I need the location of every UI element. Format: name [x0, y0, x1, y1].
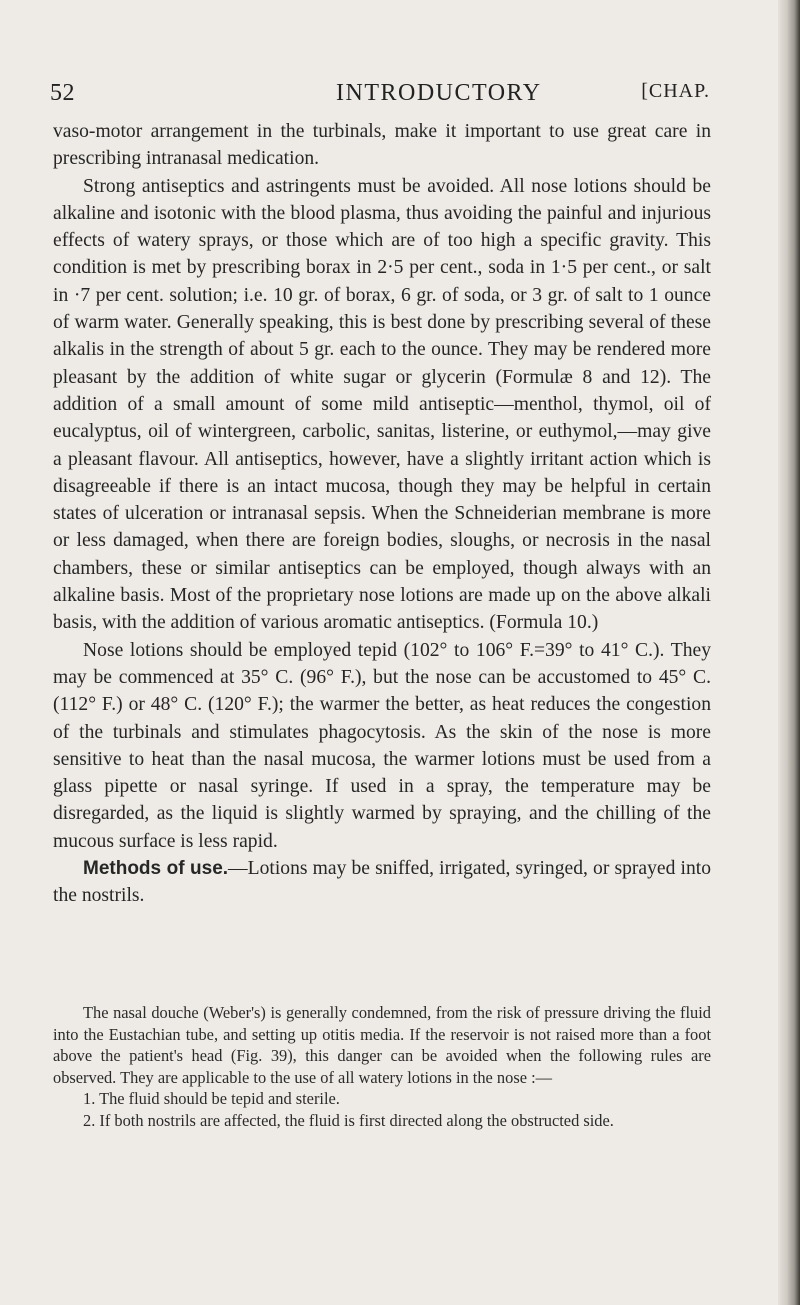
paragraph-continuation: vaso-motor arrangement in the turbinals, make it important to use great care in prescribing intranasal medication. [53, 121, 711, 170]
paragraph-methods [53, 855, 711, 910]
main-body-text [53, 118, 711, 910]
paragraph-temperature: Nose lotions should be employed tepid (102° to 106° F.=39° to 41° C.). They may be commenced at 35° C. (96° F.), but the nose can be accustomed to 45° C. (112° F.) or 48° C. (120° F.); the warmer the better, as heat reduces the congestion of the turbinals and stimulates phagocytosis. As the skin of the nose is more sensitive to heat than the nasal mucosa, the warmer lotions must be used from a glass pipette or nasal syringe. If used in a spray, the temperature may be disregarded, as the liquid is slightly warmed by spraying, and the chilling of the mucous surface is less rapid. [53, 639, 711, 852]
methods-heading: Methods of use. [83, 858, 229, 880]
rule-2: 2. If both nostrils are affected, the fluid is first directed along the obstructed side. [83, 1110, 614, 1130]
methods-text: —Lotions may be sniffed, irrigated, syringed, or sprayed into the nostrils. [53, 858, 711, 907]
rule-1: 1. The fluid should be tepid and sterile. [83, 1089, 340, 1109]
running-title: INTRODUCTORY [336, 80, 542, 106]
small-print-section [53, 1002, 711, 1132]
page-edge-shadow [778, 0, 800, 1305]
chapter-marker: [CHAP. [641, 80, 710, 102]
paragraph-antiseptics: Strong antiseptics and astringents must be avoided. All nose lotions should be alkaline and isotonic with the blood plasma, thus avoiding the painful and injurious effects of watery sprays, or those which are of too high a specific gravity. This condition is met by prescribing borax in 2·5 per cent., soda in 1·5 per cent., or salt in ·7 per cent. solution; i.e. 10 gr. of borax, 6 gr. of soda, or 3 gr. of salt to 1 ounce of warm water. Generally speaking, this is best done by prescribing several of these alkalis in the strength of about 5 gr. each to the ounce. They may be rendered more pleasant by the addition of white sugar or glycerin (Formulæ 8 and 12). The addition of a small amount of some mild antiseptic—menthol, thymol, oil of eucalyptus, oil of wintergreen, carbolic, sanitas, listerine, or euthymol,—may give a pleasant flavour. All antiseptics, however, have a slightly irritant action which is disagreeable if there is an intact mucosa, though they may be helpful in certain states of ulceration or intranasal sepsis. When the Schneiderian membrane is more or less damaged, when there are foreign bodies, sloughs, or necrosis in the nasal chambers, these or similar antiseptics can be employed, though always with an alkaline basis. Most of the proprietary nose lotions are made up on the above alkali basis, with the addition of various aromatic antiseptics. (Formula 10.) [53, 175, 711, 634]
page-number: 52 [50, 80, 75, 106]
running-head [50, 80, 710, 116]
paragraph-nasal-douche: The nasal douche (Weber's) is generally condemned, from the risk of pressure driving the fluid into the Eustachian tube, and setting up otitis media. If the reservoir is not raised more than a foot above the patient's head (Fig. 39), this danger can be avoided when the following rules are observed. They are applicable to the use of all watery lotions in the nose :— [53, 1003, 711, 1087]
